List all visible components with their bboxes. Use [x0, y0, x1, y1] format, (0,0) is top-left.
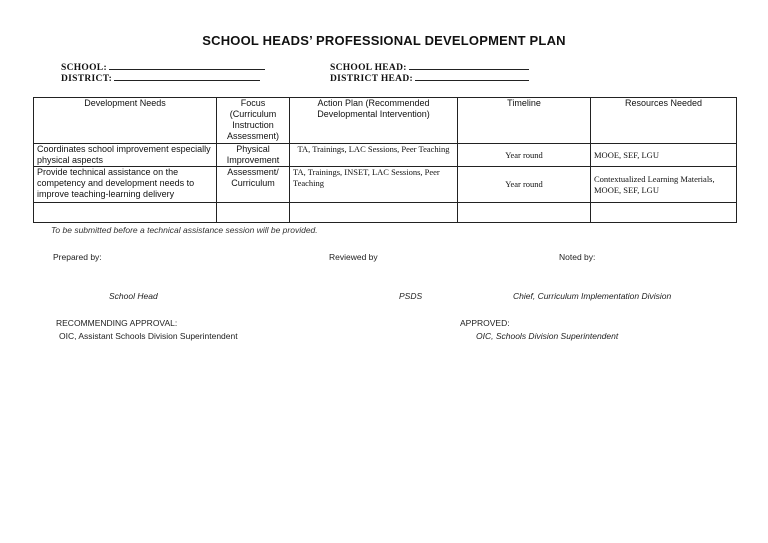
- chief-signatory: Chief, Curriculum Implementation Division: [513, 291, 672, 301]
- table-row: [34, 144, 737, 167]
- cell-empty: [458, 203, 591, 223]
- cell-empty: [217, 203, 290, 223]
- cell-action: TA, Trainings, INSET, LAC Sessions, Peer Teaching: [290, 167, 458, 203]
- document-title: SCHOOL HEADS’ PROFESSIONAL DEVELOPMENT PLAN: [202, 33, 566, 48]
- cell-timeline: Year round: [458, 167, 591, 203]
- table-row: [34, 167, 737, 203]
- prepared-by-label: Prepared by:: [53, 252, 102, 262]
- column-header-development-needs: Development Needs: [34, 98, 217, 144]
- noted-by-label: Noted by:: [559, 252, 596, 262]
- cell-focus: Assessment/ Curriculum: [217, 167, 290, 203]
- oic-sds-signatory: OIC, Schools Division Superintendent: [476, 331, 619, 341]
- school-head-signatory: School Head: [109, 291, 158, 301]
- district-head-blank-line: [415, 72, 529, 81]
- district-field: [61, 72, 260, 84]
- column-header-focus: Focus (Curriculum Instruction Assessment): [217, 98, 290, 144]
- recommending-approval-label: RECOMMENDING APPROVAL:: [56, 318, 178, 328]
- cell-need: Provide technical assistance on the competency and development needs to improve teaching-learning delivery: [34, 167, 217, 203]
- cell-focus: Physical Improvement: [217, 144, 290, 167]
- school-label: SCHOOL:: [61, 63, 107, 73]
- oic-asds-signatory: OIC, Assistant Schools Division Superintendent: [59, 331, 238, 341]
- school-head-blank-line: [409, 61, 529, 70]
- table-header-row: [34, 98, 737, 144]
- district-blank-line: [114, 72, 260, 81]
- column-header-resources: Resources Needed: [591, 98, 737, 144]
- district-label: DISTRICT:: [61, 74, 113, 84]
- cell-resources: MOOE, SEF, LGU: [591, 144, 737, 167]
- submission-note: To be submitted before a technical assistance session will be provided.: [51, 225, 318, 235]
- development-plan-table: [33, 97, 737, 223]
- approved-label: APPROVED:: [460, 318, 510, 328]
- cell-timeline: Year round: [458, 144, 591, 167]
- cell-empty: [591, 203, 737, 223]
- column-header-timeline: Timeline: [458, 98, 591, 144]
- column-header-action-plan: Action Plan (Recommended Developmental Intervention): [290, 98, 458, 144]
- district-head-label: DISTRICT HEAD:: [330, 74, 413, 84]
- school-blank-line: [109, 61, 265, 70]
- cell-resources: Contextualized Learning Materials, MOOE, SEF, LGU: [591, 167, 737, 203]
- district-head-field: [330, 72, 529, 84]
- cell-empty: [34, 203, 217, 223]
- reviewed-by-label: Reviewed by: [329, 252, 378, 262]
- school-head-label: SCHOOL HEAD:: [330, 63, 407, 73]
- cell-need: Coordinates school improvement especially physical aspects: [34, 144, 217, 167]
- cell-empty: [290, 203, 458, 223]
- psds-signatory: PSDS: [399, 291, 423, 301]
- table-row-empty: [34, 203, 737, 223]
- cell-action: TA, Trainings, LAC Sessions, Peer Teaching: [290, 144, 458, 167]
